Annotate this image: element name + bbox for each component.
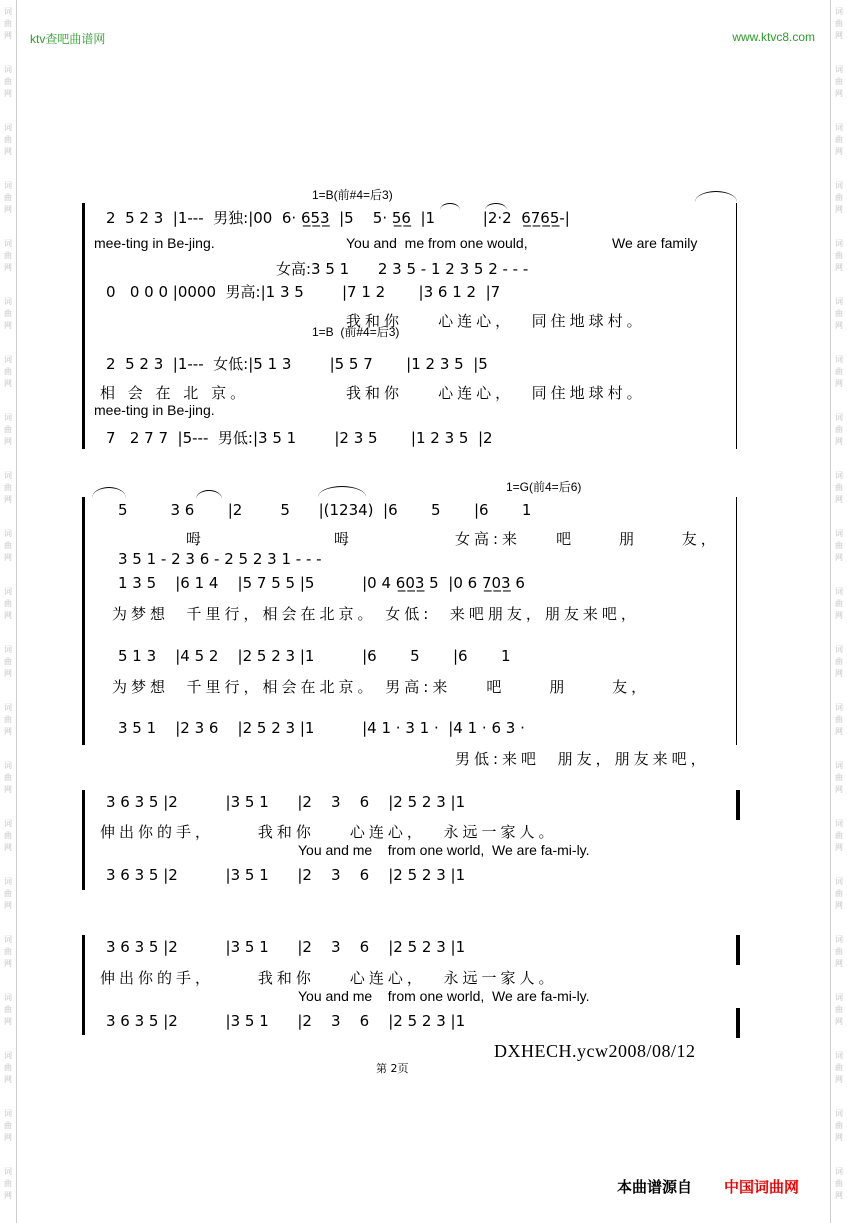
system1-row4-eng: mee-ting in Be-jing. xyxy=(94,402,215,418)
watermark-glyph: 曲 xyxy=(4,135,12,144)
watermark-glyph: 曲 xyxy=(4,19,12,28)
system1-row4-lyric-b: 我和你 心连心， 同住地球村。 xyxy=(346,384,646,402)
watermark-glyph: 网 xyxy=(4,437,12,446)
slur xyxy=(196,490,222,499)
watermark-mark xyxy=(1,702,15,738)
watermark-glyph: 词 xyxy=(835,1051,843,1060)
watermark-mark xyxy=(832,122,846,158)
watermark-glyph: 词 xyxy=(835,993,843,1002)
watermark-glyph: 词 xyxy=(4,1051,12,1060)
watermark-glyph: 网 xyxy=(4,147,12,156)
watermark-glyph: 曲 xyxy=(835,947,843,956)
system1-row3-lyric: 我和你 心连心， 同住地球村。 xyxy=(346,312,646,330)
watermark-mark xyxy=(1,470,15,506)
watermark-mark xyxy=(1,528,15,564)
watermark-mark xyxy=(1,1050,15,1086)
watermark-glyph: 词 xyxy=(835,529,843,538)
watermark-mark xyxy=(832,528,846,564)
watermark-glyph: 词 xyxy=(4,1109,12,1118)
watermark-mark xyxy=(832,6,846,42)
watermark-glyph: 词 xyxy=(4,529,12,538)
watermark-glyph: 词 xyxy=(4,181,12,190)
watermark-glyph: 网 xyxy=(835,959,843,968)
watermark-glyph: 曲 xyxy=(835,1063,843,1072)
watermark-glyph: 曲 xyxy=(835,541,843,550)
watermark-mark xyxy=(1,122,15,158)
system1-key: 1=B(前#4=后3) xyxy=(312,188,393,202)
watermark-mark xyxy=(1,180,15,216)
system2-row1-lyric-b: 呣 xyxy=(334,530,354,548)
watermark-glyph: 词 xyxy=(4,587,12,596)
watermark-glyph: 网 xyxy=(4,553,12,562)
watermark-glyph: 词 xyxy=(4,471,12,480)
system1-bracket xyxy=(82,203,85,449)
watermark-mark xyxy=(1,586,15,622)
watermark-glyph: 曲 xyxy=(835,309,843,318)
watermark-glyph: 曲 xyxy=(4,657,12,666)
watermark-glyph: 网 xyxy=(4,263,12,272)
watermark-glyph: 曲 xyxy=(835,889,843,898)
watermark-glyph: 词 xyxy=(4,877,12,886)
header-site-url[interactable]: www.ktvc8.com xyxy=(732,30,815,44)
slur xyxy=(92,487,126,498)
system4-row1-notes: 3 6 3 5 |2 |3 5 1 |2 3 6 |2 5 2 3 |1 xyxy=(106,938,466,956)
watermark-mark xyxy=(832,64,846,100)
header-site-name[interactable]: ktv查吧曲谱网 xyxy=(30,32,106,46)
system1-row4-lyric-a: 相 会 在 北 京。 xyxy=(100,384,250,402)
watermark-glyph: 曲 xyxy=(835,599,843,608)
watermark-mark xyxy=(832,1108,846,1144)
watermark-glyph: 曲 xyxy=(835,773,843,782)
footer-source-site[interactable]: 中国词曲网 xyxy=(724,1178,800,1196)
watermark-mark xyxy=(1,238,15,274)
watermark-glyph: 词 xyxy=(4,761,12,770)
system4-row2-notes: 3 6 3 5 |2 |3 5 1 |2 3 6 |2 5 2 3 |1 xyxy=(106,1012,466,1030)
system4-end-bar-lower xyxy=(736,1008,740,1038)
system2-key: 1=G(前4=后6) xyxy=(506,480,582,494)
watermark-mark xyxy=(832,1050,846,1086)
watermark-glyph: 网 xyxy=(4,1017,12,1026)
watermark-mark xyxy=(832,412,846,448)
watermark-glyph: 网 xyxy=(4,785,12,794)
watermark-glyph: 词 xyxy=(4,65,12,74)
watermark-glyph: 曲 xyxy=(4,599,12,608)
watermark-glyph: 曲 xyxy=(835,1121,843,1130)
watermark-mark xyxy=(832,876,846,912)
watermark-mark xyxy=(1,412,15,448)
watermark-glyph: 曲 xyxy=(835,657,843,666)
watermark-glyph: 词 xyxy=(4,819,12,828)
watermark-glyph: 曲 xyxy=(835,1179,843,1188)
slur xyxy=(485,203,507,210)
system2-end-bar xyxy=(736,497,737,745)
watermark-glyph: 曲 xyxy=(4,483,12,492)
watermark-glyph: 网 xyxy=(835,147,843,156)
watermark-glyph: 曲 xyxy=(4,77,12,86)
watermark-glyph: 曲 xyxy=(835,425,843,434)
watermark-mark xyxy=(1,354,15,390)
system3-end-bar xyxy=(736,790,740,820)
watermark-glyph: 网 xyxy=(835,611,843,620)
system1-row1-notes: 2 5 2 3 |1--- 男独:|00 6· 6̲5̲3̲ |5 5· 5̲6̲ |1 |2·2 6̲7̲6̲5̲-| xyxy=(106,209,570,227)
watermark-glyph: 网 xyxy=(835,1075,843,1084)
slur xyxy=(318,486,366,497)
watermark-glyph: 词 xyxy=(4,123,12,132)
watermark-glyph: 网 xyxy=(4,31,12,40)
watermark-glyph: 曲 xyxy=(835,77,843,86)
watermark-mark xyxy=(1,992,15,1028)
watermark-glyph: 词 xyxy=(4,297,12,306)
watermark-glyph: 曲 xyxy=(4,367,12,376)
system1-eng-b: You and me from one would, xyxy=(346,235,528,251)
system2-row1-lyric-a: 呣 xyxy=(186,530,206,548)
watermark-mark xyxy=(1,876,15,912)
arranger-signature: DXHECH.ycw2008/08/12 xyxy=(494,1041,696,1061)
watermark-glyph: 网 xyxy=(4,1075,12,1084)
footer-source-label: 本曲谱源自 xyxy=(617,1178,693,1196)
system2-row5-notes: 3 5 1 |2 3 6 |2 5 2 3 |1 |4 1 · 3 1 · |4 1 · 6 3 · xyxy=(118,719,525,737)
watermark-mark xyxy=(832,470,846,506)
watermark-glyph: 网 xyxy=(835,379,843,388)
watermark-glyph: 词 xyxy=(835,645,843,654)
system3-row2-notes: 3 6 3 5 |2 |3 5 1 |2 3 6 |2 5 2 3 |1 xyxy=(106,866,466,884)
watermark-glyph: 曲 xyxy=(4,251,12,260)
watermark-glyph: 词 xyxy=(835,1167,843,1176)
system2-row5-lyric: 男低:来吧 朋友，朋友来吧， xyxy=(455,750,710,768)
system2-row3-lyric: 为梦想 千里行，相会在北京。 女低: 来吧朋友，朋友来吧， xyxy=(112,605,640,623)
watermark-glyph: 网 xyxy=(835,263,843,272)
watermark-glyph: 词 xyxy=(4,413,12,422)
watermark-glyph: 词 xyxy=(835,123,843,132)
watermark-glyph: 词 xyxy=(835,761,843,770)
system1-end-bar xyxy=(736,203,737,449)
watermark-glyph: 词 xyxy=(835,65,843,74)
watermark-mark xyxy=(832,238,846,274)
watermark-glyph: 网 xyxy=(4,901,12,910)
watermark-glyph: 曲 xyxy=(835,19,843,28)
watermark-mark xyxy=(1,818,15,854)
system1-row2-notes: 女高:3 5 1 2 3 5 - 1 2 3 5 2 - - - xyxy=(276,260,529,278)
watermark-glyph: 词 xyxy=(835,703,843,712)
system2-bracket xyxy=(82,497,85,745)
watermark-mark xyxy=(1,6,15,42)
watermark-glyph: 网 xyxy=(835,1017,843,1026)
watermark-glyph: 网 xyxy=(4,89,12,98)
watermark-glyph: 曲 xyxy=(4,425,12,434)
watermark-glyph: 词 xyxy=(835,877,843,886)
watermark-mark xyxy=(1,64,15,100)
watermark-glyph: 网 xyxy=(835,553,843,562)
watermark-glyph: 网 xyxy=(4,727,12,736)
watermark-glyph: 曲 xyxy=(4,889,12,898)
watermark-glyph: 曲 xyxy=(4,773,12,782)
watermark-glyph: 词 xyxy=(835,413,843,422)
watermark-glyph: 曲 xyxy=(4,947,12,956)
watermark-mark xyxy=(1,760,15,796)
watermark-glyph: 网 xyxy=(835,437,843,446)
watermark-glyph: 网 xyxy=(835,1133,843,1142)
watermark-mark xyxy=(832,934,846,970)
system1-row3-notes: 0 0 0 0 |0000 男高:|1 3 5 |7 1 2 |3 6 1 2 |7 xyxy=(106,283,501,301)
watermark-glyph: 词 xyxy=(835,7,843,16)
watermark-mark xyxy=(1,1108,15,1144)
watermark-mark xyxy=(832,702,846,738)
watermark-mark xyxy=(1,934,15,970)
watermark-glyph: 词 xyxy=(835,471,843,480)
watermark-mark xyxy=(832,1166,846,1202)
system4-row1-eng: You and me from one world, We are fa-mi-ly. xyxy=(298,988,590,1004)
watermark-mark xyxy=(832,586,846,622)
watermark-glyph: 词 xyxy=(835,297,843,306)
watermark-glyph: 曲 xyxy=(835,715,843,724)
system2-row1-lyric-c: 女高:来 吧 朋 友， xyxy=(455,530,720,548)
watermark-glyph: 网 xyxy=(4,959,12,968)
watermark-glyph: 网 xyxy=(835,727,843,736)
watermark-glyph: 曲 xyxy=(835,193,843,202)
watermark-glyph: 词 xyxy=(835,587,843,596)
watermark-glyph: 曲 xyxy=(835,367,843,376)
watermark-glyph: 网 xyxy=(4,379,12,388)
watermark-glyph: 网 xyxy=(835,901,843,910)
watermark-glyph: 网 xyxy=(4,1191,12,1200)
watermark-glyph: 词 xyxy=(4,993,12,1002)
watermark-glyph: 网 xyxy=(835,89,843,98)
system2-row1-notes: 5 3 6 |2 5 |(1234) |6 5 |6 1 xyxy=(118,501,532,519)
system2-row4-lyric: 为梦想 千里行，相会在北京。 男高:来 吧 朋 友， xyxy=(112,678,651,696)
watermark-glyph: 曲 xyxy=(4,1063,12,1072)
watermark-glyph: 曲 xyxy=(4,193,12,202)
watermark-mark xyxy=(832,818,846,854)
watermark-glyph: 网 xyxy=(835,31,843,40)
watermark-glyph: 词 xyxy=(4,935,12,944)
watermark-glyph: 词 xyxy=(4,239,12,248)
watermark-glyph: 词 xyxy=(4,355,12,364)
watermark-glyph: 曲 xyxy=(4,1005,12,1014)
watermark-glyph: 曲 xyxy=(4,1179,12,1188)
slur xyxy=(440,203,460,210)
watermark-glyph: 曲 xyxy=(4,309,12,318)
page-number: 第 2页 xyxy=(376,1062,409,1075)
watermark-glyph: 曲 xyxy=(835,135,843,144)
watermark-glyph: 网 xyxy=(835,669,843,678)
watermark-glyph: 网 xyxy=(835,321,843,330)
watermark-glyph: 词 xyxy=(4,645,12,654)
watermark-glyph: 词 xyxy=(835,819,843,828)
watermark-glyph: 网 xyxy=(4,495,12,504)
watermark-glyph: 词 xyxy=(835,935,843,944)
system4-end-bar xyxy=(736,935,740,965)
watermark-glyph: 词 xyxy=(835,239,843,248)
watermark-glyph: 网 xyxy=(4,843,12,852)
watermark-glyph: 网 xyxy=(835,843,843,852)
system1-key2: 1=B (前#4=后3) xyxy=(312,325,400,339)
system4-bracket xyxy=(82,935,85,1035)
watermark-glyph: 词 xyxy=(4,7,12,16)
watermark-glyph: 曲 xyxy=(4,831,12,840)
watermark-glyph: 网 xyxy=(835,1191,843,1200)
watermark-glyph: 词 xyxy=(4,703,12,712)
watermark-glyph: 曲 xyxy=(4,541,12,550)
watermark-glyph: 词 xyxy=(835,181,843,190)
system2-row3-notes: 1 3 5 |6 1 4 |5 7 5 5 |5 |0 4 6̲0̲3̲ 5 |0 6 7̲0̲3̲ 6 xyxy=(118,574,525,592)
watermark-glyph: 词 xyxy=(4,1167,12,1176)
watermark-glyph: 网 xyxy=(4,669,12,678)
watermark-glyph: 曲 xyxy=(835,1005,843,1014)
watermark-mark xyxy=(1,1166,15,1202)
watermark-mark xyxy=(1,644,15,680)
watermark-glyph: 曲 xyxy=(835,251,843,260)
system2-row2-notes: 3 5 1 - 2 3 6 - 2 5 2 3 1 - - - xyxy=(118,550,322,568)
system4-row1-lyric: 伸出你的手， 我和你 心连心， 永远一家人。 xyxy=(100,969,558,987)
watermark-mark xyxy=(832,644,846,680)
watermark-glyph: 曲 xyxy=(4,1121,12,1130)
watermark-glyph: 网 xyxy=(835,495,843,504)
watermark-glyph: 曲 xyxy=(835,831,843,840)
watermark-mark xyxy=(832,180,846,216)
watermark-glyph: 词 xyxy=(835,1109,843,1118)
watermark-glyph: 网 xyxy=(835,785,843,794)
watermark-mark xyxy=(832,760,846,796)
watermark-glyph: 网 xyxy=(4,205,12,214)
system3-row1-notes: 3 6 3 5 |2 |3 5 1 |2 3 6 |2 5 2 3 |1 xyxy=(106,793,466,811)
watermark-mark xyxy=(1,296,15,332)
watermark-mark xyxy=(832,354,846,390)
watermark-glyph: 词 xyxy=(835,355,843,364)
system1-row4-notes: 2 5 2 3 |1--- 女低:|5 1 3 |5 5 7 |1 2 3 5 |5 xyxy=(106,355,488,373)
watermark-glyph: 网 xyxy=(4,611,12,620)
watermark-glyph: 网 xyxy=(835,205,843,214)
watermark-glyph: 网 xyxy=(4,321,12,330)
system1-row5-notes: 7 2 7 7 |5--- 男低:|3 5 1 |2 3 5 |1 2 3 5 |2 xyxy=(106,429,493,447)
watermark-mark xyxy=(832,296,846,332)
system3-row1-eng: You and me from one world, We are fa-mi-ly. xyxy=(298,842,590,858)
slur xyxy=(695,191,737,202)
watermark-glyph: 曲 xyxy=(4,715,12,724)
system3-bracket xyxy=(82,790,85,890)
system2-row4-notes: 5 1 3 |4 5 2 |2 5 2 3 |1 |6 5 |6 1 xyxy=(118,647,511,665)
watermark-glyph: 曲 xyxy=(835,483,843,492)
system1-eng-a: mee-ting in Be-jing. xyxy=(94,235,215,251)
system1-eng-c: We are family xyxy=(612,235,698,251)
watermark-mark xyxy=(832,992,846,1028)
system3-row1-lyric: 伸出你的手， 我和你 心连心， 永远一家人。 xyxy=(100,823,558,841)
watermark-glyph: 网 xyxy=(4,1133,12,1142)
